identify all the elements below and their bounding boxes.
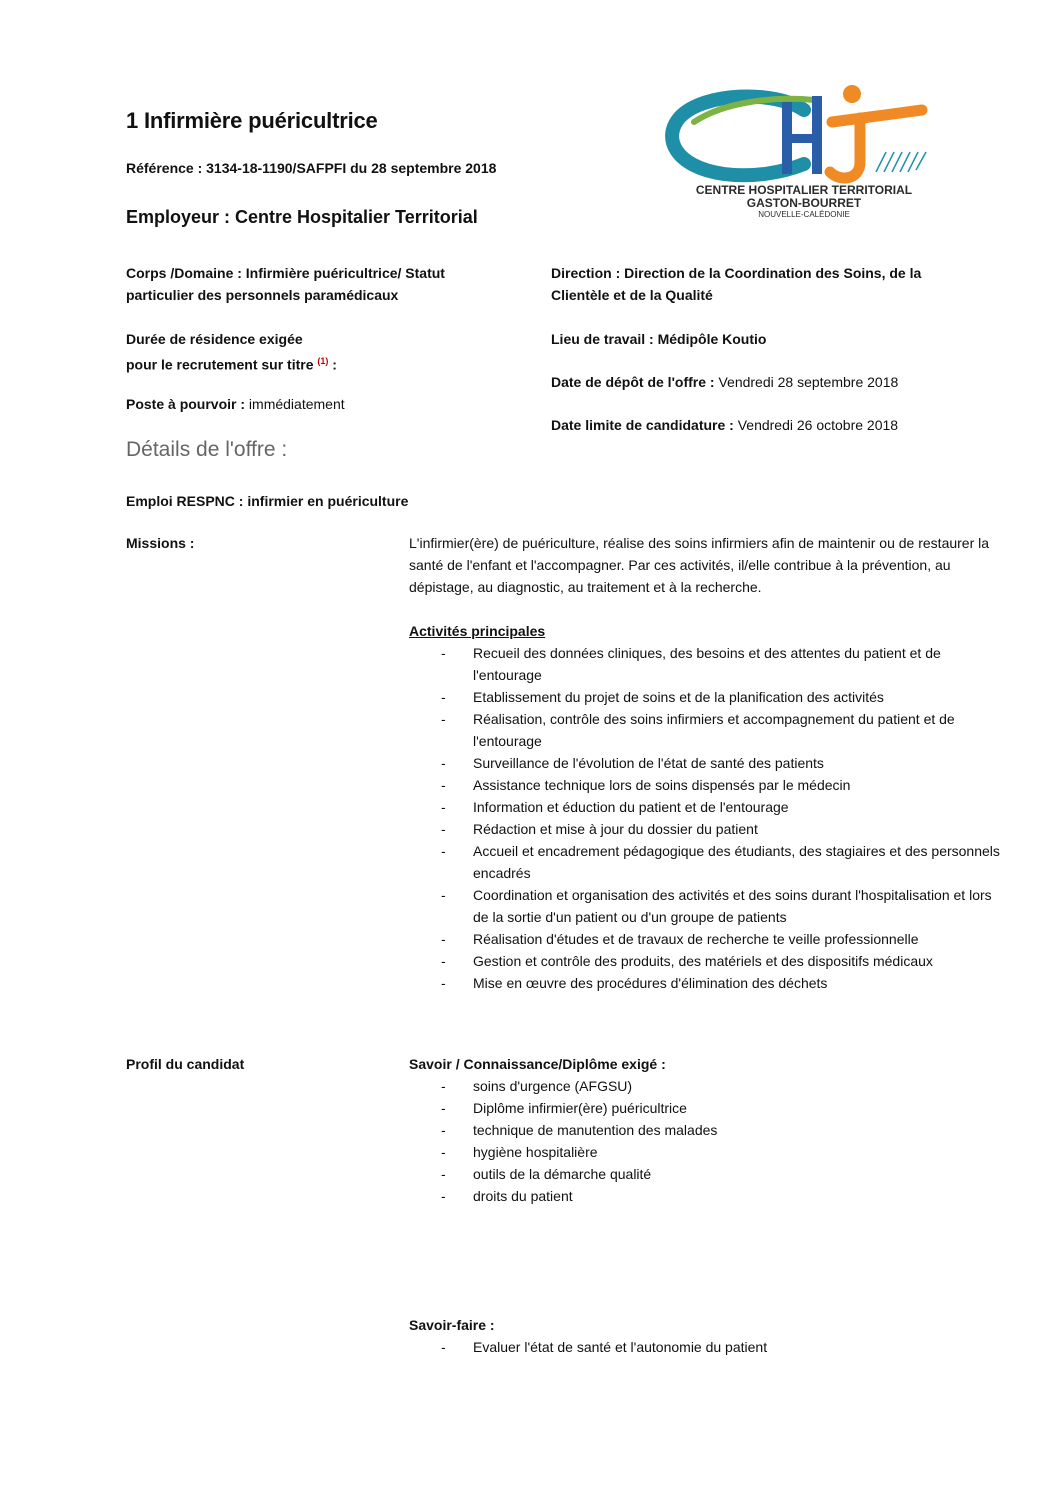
- employer-line: Employeur : Centre Hospitalier Territorial: [126, 207, 478, 227]
- date-depot-value: Vendredi 28 septembre 2018: [714, 374, 899, 390]
- direction: Direction : Direction de la Coordination des Soins, de la Clientèle et de la Qualité: [551, 265, 922, 303]
- list-item-text: droits du patient: [473, 1188, 573, 1204]
- savoir-faire-section: [409, 1314, 1009, 1358]
- list-item-text: Recueil des données cliniques, des besoins et des attentes du patient et de l'entourage: [473, 645, 941, 683]
- lieu-de-travail: Lieu de travail : Médipôle Koutio: [551, 331, 767, 347]
- logo-line-1: CENTRE HOSPITALIER TERRITORIAL: [695, 183, 913, 197]
- dash-bullet: -: [441, 1339, 446, 1355]
- savoir-list: [409, 1075, 1009, 1207]
- logo-line-2: GASTON-BOURRET: [746, 196, 862, 210]
- list-item: [409, 1119, 1009, 1141]
- profil-section: [409, 1053, 1009, 1207]
- dash-bullet: -: [441, 645, 446, 661]
- corps-domaine: [126, 262, 506, 306]
- duree-line-2: pour le recrutement sur titre: [126, 356, 314, 373]
- dash-bullet: -: [441, 689, 446, 705]
- emploi-respnc: Emploi RESPNC : infirmier en puériculture: [126, 493, 409, 509]
- dash-bullet: -: [441, 975, 446, 991]
- date-limite-value: Vendredi 26 octobre 2018: [733, 417, 899, 433]
- dash-bullet: -: [441, 953, 446, 969]
- footnote-marker: (1): [317, 356, 329, 366]
- missions-section: [409, 532, 1009, 994]
- list-item: [409, 1097, 1009, 1119]
- list-item-text: Mise en œuvre des procédures d'élimination des déchets: [473, 975, 828, 991]
- list-item-text: Evaluer l'état de santé et l'autonomie du patient: [473, 1339, 768, 1355]
- reference-line: Référence : 3134-18-1190/SAFPFI du 28 septembre 2018: [126, 160, 497, 176]
- dash-bullet: -: [441, 1188, 446, 1204]
- list-item-text: Assistance technique lors de soins dispensés par le médecin: [473, 777, 851, 793]
- savoir-faire-title: Savoir-faire :: [409, 1317, 495, 1333]
- list-item-text: Réalisation, contrôle des soins infirmiers et accompagnement du patient et de l'entourage: [473, 711, 955, 749]
- list-item: [409, 1336, 1009, 1358]
- missions-text: L'infirmier(ère) de puériculture, réalise des soins infirmiers afin de maintenir ou de restaurer la santé de l'enfant et l'accompagner. Par ces activités, il/elle contribue à la prévention, au dépistage, au diagnostic, au traitement et à la recherche.: [409, 535, 990, 595]
- dash-bullet: -: [441, 799, 446, 815]
- list-item-text: Information et éduction du patient et de l'entourage: [473, 799, 789, 815]
- dash-bullet: -: [441, 711, 446, 727]
- dash-bullet: -: [441, 1122, 446, 1138]
- list-item-text: Rédaction et mise à jour du dossier du patient: [473, 821, 758, 837]
- list-item-text: hygiène hospitalière: [473, 1144, 598, 1160]
- cht-logo-graphic: [664, 82, 944, 187]
- list-item-text: Surveillance de l'évolution de l'état de santé des patients: [473, 755, 824, 771]
- list-item-text: Gestion et contrôle des produits, des matériels et des dispositifs médicaux: [473, 953, 933, 969]
- list-item: [409, 774, 1009, 796]
- list-item-text: outils de la démarche qualité: [473, 1166, 652, 1182]
- list-item: [409, 1185, 1009, 1207]
- list-item: [409, 928, 1009, 950]
- logo-line-3: NOUVELLE-CALÉDONIE: [758, 210, 850, 219]
- date-depot-label: Date de dépôt de l'offre :: [551, 374, 715, 390]
- savoir-title: Savoir / Connaissance/Diplôme exigé :: [409, 1056, 666, 1072]
- list-item-text: Accueil et encadrement pédagogique des étudiants, des stagiaires et des personnels encadrés: [473, 843, 1000, 881]
- list-item-text: technique de manutention des malades: [473, 1122, 718, 1138]
- activites-title: Activités principales: [409, 623, 546, 639]
- poste-label: Poste à pourvoir :: [126, 396, 246, 412]
- page-title: 1 Infirmière puéricultrice: [126, 108, 378, 133]
- list-item: [409, 840, 1009, 884]
- list-item-text: Diplôme infirmier(ère) puéricultrice: [473, 1100, 687, 1116]
- poste-value: immédiatement: [245, 396, 345, 412]
- list-item: [409, 686, 1009, 708]
- list-item: [409, 1075, 1009, 1097]
- dash-bullet: -: [441, 887, 446, 903]
- date-depot: [551, 371, 971, 393]
- date-limite: [551, 414, 971, 436]
- dash-bullet: -: [441, 755, 446, 771]
- savoir-faire-list: [409, 1336, 1009, 1358]
- list-item: [409, 642, 1009, 686]
- date-limite-label: Date limite de candidature :: [551, 417, 734, 433]
- corps-value: Infirmière puéricultrice/ Statut particulier des personnels paramédicaux: [126, 265, 445, 303]
- list-item: [409, 752, 1009, 774]
- list-item: [409, 950, 1009, 972]
- duree-line-1: Durée de résidence exigée: [126, 331, 303, 347]
- dash-bullet: -: [441, 1100, 446, 1116]
- dash-bullet: -: [441, 777, 446, 793]
- details-title: Détails de l'offre :: [126, 438, 288, 461]
- duree-colon: :: [328, 356, 337, 373]
- list-item: [409, 1163, 1009, 1185]
- poste-a-pourvoir: [126, 393, 506, 415]
- dash-bullet: -: [441, 931, 446, 947]
- duree-residence: [126, 328, 506, 376]
- profil-label: Profil du candidat: [126, 1056, 245, 1072]
- dash-bullet: -: [441, 1078, 446, 1094]
- list-item: [409, 708, 1009, 752]
- dash-bullet: -: [441, 843, 446, 859]
- list-item: [409, 884, 1009, 928]
- list-item: [409, 1141, 1009, 1163]
- cht-logo: [664, 82, 944, 227]
- dash-bullet: -: [441, 1166, 446, 1182]
- list-item: [409, 972, 1009, 994]
- list-item-text: Réalisation d'études et de travaux de recherche te veille professionnelle: [473, 931, 919, 947]
- list-item-text: Etablissement du projet de soins et de la planification des activités: [473, 689, 884, 705]
- list-item-text: soins d'urgence (AFGSU): [473, 1078, 633, 1094]
- dash-bullet: -: [441, 821, 446, 837]
- dash-bullet: -: [441, 1144, 446, 1160]
- list-item: [409, 796, 1009, 818]
- missions-label: Missions :: [126, 535, 195, 551]
- corps-label: Corps /Domaine :: [126, 265, 242, 281]
- activites-list: [409, 642, 1009, 994]
- list-item: [409, 818, 1009, 840]
- list-item-text: Coordination et organisation des activités et des soins durant l'hospitalisation et lors de la sortie d'un patient ou d'un groupe de patients: [473, 887, 992, 925]
